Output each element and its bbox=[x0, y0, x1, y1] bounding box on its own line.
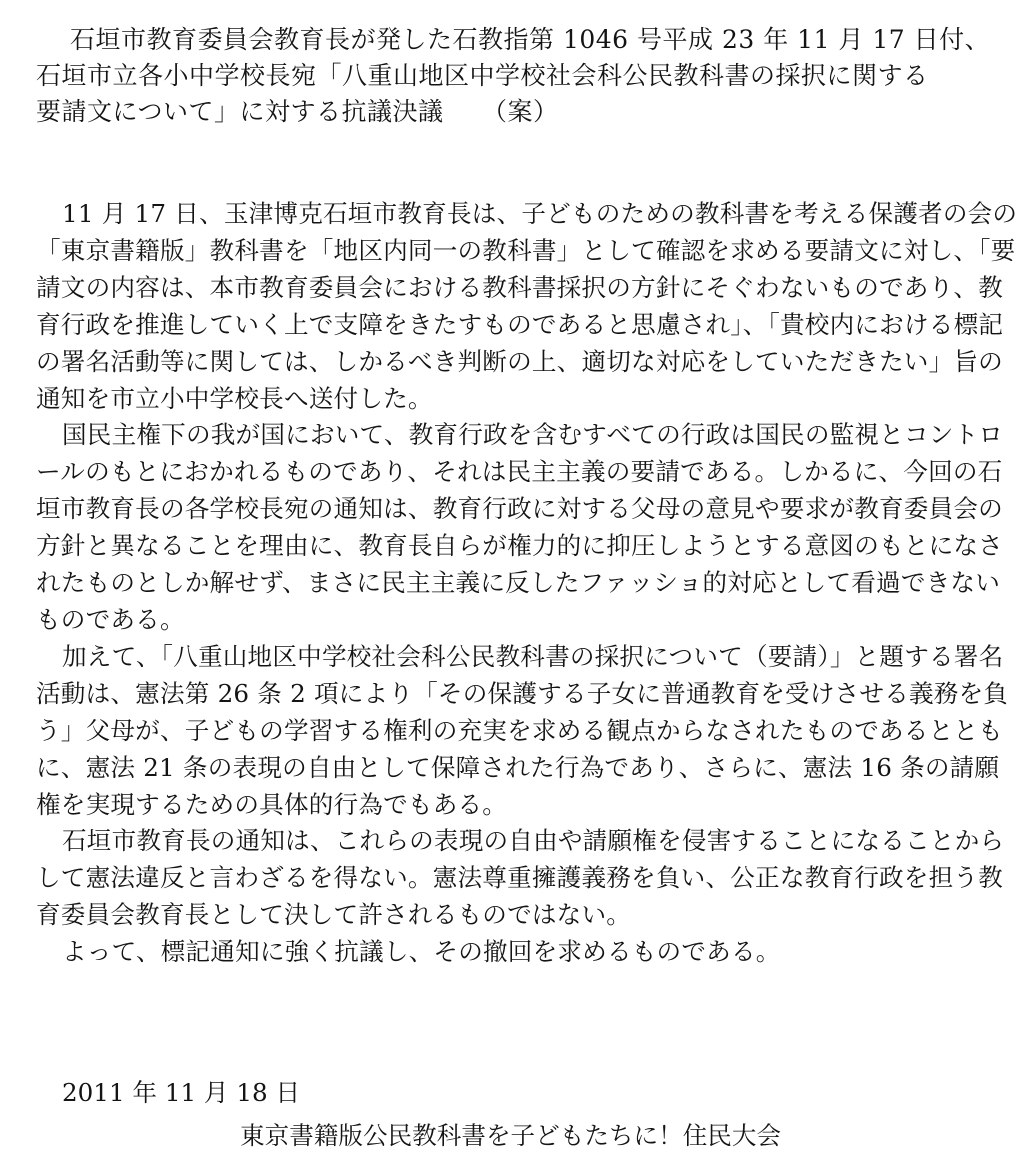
body-line: 育行政を推進していく上で支障をきたすものであると思慮され」、「貴校内における標記 bbox=[36, 309, 1004, 339]
title-line: 要請文について」に対する抗議決議 （案） bbox=[36, 97, 559, 126]
body-line: ものである。 bbox=[36, 604, 185, 634]
title-line: 石垣市立各小中学校長宛「八重山地区中学校社会科公民教科書の採択に関する bbox=[36, 61, 929, 90]
body-line: う」父母が、子どもの学習する権利の充実を求める観点からなされたものであるととも bbox=[36, 715, 1003, 745]
body-line: よって、標記通知に強く抗議し、その撤回を求めるものである。 bbox=[62, 937, 781, 967]
body-line: 石垣市教育長の通知は、これらの表現の自由や請願権を侵害することになることから bbox=[62, 826, 1005, 856]
body-line: れたものとしか解せず、まさに民主主義に反したファッショ的対応として看過できない bbox=[36, 568, 1001, 598]
document-body bbox=[36, 196, 1018, 971]
body-line: に、憲法 21 条の表現の自由として保障された行為であり、さらに、憲法 16 条の請願 bbox=[36, 752, 1000, 782]
body-line: の署名活動等に関しては、しかるべき判断の上、適切な対応をしていただきたい」旨の bbox=[36, 346, 1003, 376]
body-line: 加えて、「八重山地区中学校社会科公民教科書の採択について（要請）」と題する署名 bbox=[62, 641, 1004, 671]
body-line: 通知を市立小中学校長へ送付した。 bbox=[36, 383, 433, 413]
body-line: 方針と異なることを理由に、教育長自らが権力的に抑圧しようとする意図のもとになさ bbox=[36, 531, 1003, 561]
document-title bbox=[36, 22, 996, 130]
body-line: 垣市教育長の各学校長宛の通知は、教育行政に対する父母の意見や要求が教育委員会の bbox=[36, 494, 1003, 524]
body-line: 活動は、憲法第 26 条 2 項により「その保護する子女に普通教育を受けさせる義務を負 bbox=[36, 678, 1009, 708]
body-line: 11 月 17 日、玉津博克石垣市教育長は、子どものための教科書を考える保護者の会の bbox=[62, 199, 1018, 228]
body-line: 請文の内容は、本市教育委員会における教科書採択の方針にそぐわないものであり、教 bbox=[36, 272, 1003, 302]
body-line: ールのもとにおかれるものであり、それは民主主義の要請である。しかるに、今回の石 bbox=[36, 457, 1003, 487]
body-line: 育委員会教育長として決して許されるものではない。 bbox=[36, 900, 632, 930]
document-date: 2011 年 11 月 18 日 bbox=[62, 1078, 301, 1107]
document-signature: 東京書籍版公民教科書を子どもたちに！住民大会 bbox=[240, 1121, 782, 1150]
body-line: 「東京書籍版」教科書を「地区内同一の教科書」として確認を求める要請文に対し、「要 bbox=[36, 235, 1016, 265]
body-line: 権を実現するための具体的行為でもある。 bbox=[36, 789, 508, 819]
body-line: して憲法違反と言わざるを得ない。憲法尊重擁護義務を負い、公正な教育行政を担う教 bbox=[36, 863, 1003, 893]
body-line: 国民主権下の我が国において、教育行政を含むすべての行政は国民の監視とコントロ bbox=[62, 420, 1004, 450]
title-line: 石垣市教育委員会教育長が発した石教指第 1046 号平成 23 年 11 月 17 日付、 bbox=[70, 25, 991, 54]
